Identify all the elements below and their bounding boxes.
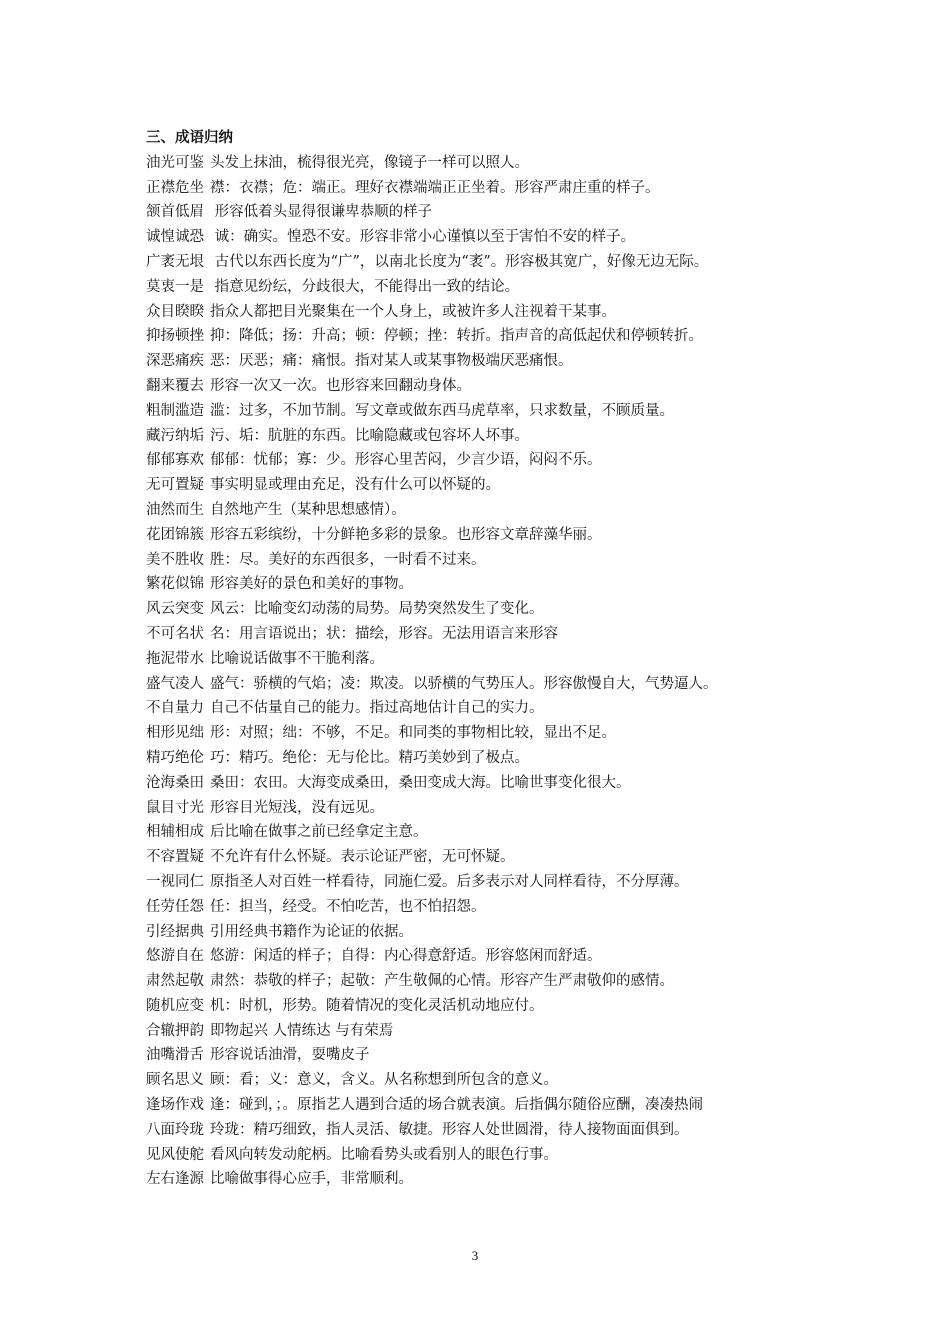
idiom-term: 盛气凌人 bbox=[146, 675, 204, 692]
idiom-entry bbox=[146, 225, 811, 250]
idiom-entry bbox=[146, 523, 811, 548]
idiom-term: 油光可鉴 bbox=[146, 154, 204, 171]
idiom-term: 拖泥带水 bbox=[146, 650, 204, 667]
idiom-definition: 逢：碰到，；。原指艺人遇到合适的场合就表演。后指偶尔随俗应酬，凑凑热闹 bbox=[210, 1097, 703, 1114]
idiom-entry bbox=[146, 796, 811, 821]
idiom-term: 花团锦簇 bbox=[146, 526, 204, 543]
idiom-entry bbox=[146, 696, 811, 721]
idiom-definition: 名：用言语说出；状：描绘，形容。无法用语言来形容 bbox=[210, 625, 558, 642]
idiom-entry bbox=[146, 1093, 811, 1118]
idiom-definition: 巧：精巧。绝伦：无与伦比。精巧美妙到了极点。 bbox=[210, 749, 529, 766]
idiom-term: 郁郁寡欢 bbox=[146, 452, 204, 469]
idiom-entry bbox=[146, 994, 811, 1019]
idiom-term: 沧海桑田 bbox=[146, 774, 204, 791]
idiom-term: 油然而生 bbox=[146, 501, 204, 518]
idiom-definition: 抑：降低；扬：升高；顿：停顿；挫：转折。指声音的高低起伏和停顿转折。 bbox=[210, 328, 703, 345]
idiom-entry bbox=[146, 746, 811, 771]
idiom-entry bbox=[146, 1167, 811, 1192]
idiom-entry bbox=[146, 473, 811, 498]
idiom-entry bbox=[146, 324, 811, 349]
idiom-term: 鼠目寸光 bbox=[146, 799, 204, 816]
idiom-entry bbox=[146, 622, 811, 647]
idiom-entry bbox=[146, 200, 811, 225]
idiom-term: 莫衷一是 bbox=[146, 278, 204, 295]
idiom-definition: 指众人都把目光聚集在一个人身上，或被许多人注视着干某事。 bbox=[210, 303, 616, 320]
idiom-definition: 郁郁：忧郁；寡：少。形容心里苦闷，少言少语，闷闷不乐。 bbox=[210, 452, 602, 469]
idiom-section bbox=[146, 126, 811, 1192]
idiom-definition: 即物起兴 人情练达 与有荣焉 bbox=[210, 1022, 394, 1039]
idiom-term: 翻来覆去 bbox=[146, 377, 204, 394]
idiom-entry bbox=[146, 969, 811, 994]
idiom-definition: 形：对照；绌：不够，不足。和同类的事物相比较，显出不足。 bbox=[210, 725, 616, 742]
idiom-definition: 指意见纷纭，分歧很大，不能得出一致的结论。 bbox=[210, 278, 520, 295]
idiom-entry bbox=[146, 672, 811, 697]
idiom-term: 一视同仁 bbox=[146, 873, 204, 890]
idiom-definition: 诚：确实。惶恐不安。形容非常小心谨慎以至于害怕不安的样子。 bbox=[210, 229, 636, 246]
idiom-definition: 后比喻在做事之前已经拿定主意。 bbox=[210, 824, 428, 841]
idiom-definition: 形容一次又一次。也形容来回翻动身体。 bbox=[210, 377, 471, 394]
idiom-entry bbox=[146, 250, 811, 275]
idiom-term: 正襟危坐 bbox=[146, 179, 204, 196]
idiom-definition: 形容美好的景色和美好的事物。 bbox=[210, 576, 413, 593]
idiom-entry bbox=[146, 771, 811, 796]
idiom-definition: 滥：过多，不加节制。写文章或做东西马虎草率，只求数量，不顾质量。 bbox=[210, 402, 674, 419]
idiom-entry bbox=[146, 151, 811, 176]
idiom-entry bbox=[146, 944, 811, 969]
idiom-term: 顾名思义 bbox=[146, 1072, 204, 1089]
idiom-entry bbox=[146, 647, 811, 672]
idiom-term: 八面玲珑 bbox=[146, 1121, 204, 1138]
idiom-entry bbox=[146, 721, 811, 746]
idiom-definition: 任：担当，经受。不怕吃苦，也不怕招怨。 bbox=[210, 898, 486, 915]
idiom-entry bbox=[146, 1068, 811, 1093]
idiom-definition: 肃然：恭敬的样子；起敬：产生敬佩的心情。形容产生严肃敬仰的感情。 bbox=[210, 973, 674, 990]
idiom-entry bbox=[146, 349, 811, 374]
idiom-term: 诚惶诚恐 bbox=[146, 229, 204, 246]
idiom-entry bbox=[146, 548, 811, 573]
idiom-term: 左右逢源 bbox=[146, 1171, 204, 1188]
idiom-definition: 古代以东西长度为“广”，以南北长度为“袤”。形容极其宽广，好像无边无际。 bbox=[210, 253, 709, 270]
idiom-entry bbox=[146, 1143, 811, 1168]
idiom-definition: 比喻说话做事不干脆利落。 bbox=[210, 650, 384, 667]
idiom-term: 粗制滥造 bbox=[146, 402, 204, 419]
idiom-term: 风云突变 bbox=[146, 601, 204, 618]
idiom-definition: 比喻做事得心应手，非常顺利。 bbox=[210, 1171, 413, 1188]
idiom-definition: 风云：比喻变幻动荡的局势。局势突然发生了变化。 bbox=[210, 601, 544, 618]
idiom-term: 广袤无垠 bbox=[146, 253, 204, 270]
idiom-term: 繁花似锦 bbox=[146, 576, 204, 593]
idiom-entry bbox=[146, 895, 811, 920]
idiom-entry bbox=[146, 448, 811, 473]
idiom-definition: 形容五彩缤纷，十分鲜艳多彩的景象。也形容文章辞藻华丽。 bbox=[210, 526, 602, 543]
idiom-definition: 胜：尽。美好的东西很多，一时看不过来。 bbox=[210, 551, 486, 568]
idiom-definition: 悠游：闲适的样子；自得：内心得意舒适。形容悠闲而舒适。 bbox=[210, 948, 602, 965]
idiom-term: 众目睽睽 bbox=[146, 303, 204, 320]
idiom-entry bbox=[146, 374, 811, 399]
section-title: 三、成语归纳 bbox=[146, 130, 233, 146]
idiom-term: 不可名状 bbox=[146, 625, 204, 642]
idiom-definition: 自己不估量自己的能力。指过高地估计自己的实力。 bbox=[210, 700, 544, 717]
idiom-entry bbox=[146, 424, 811, 449]
idiom-term: 引经据典 bbox=[146, 923, 204, 940]
idiom-term: 逢场作戏 bbox=[146, 1097, 204, 1114]
idiom-list bbox=[146, 151, 811, 1192]
idiom-entry bbox=[146, 1043, 811, 1068]
idiom-term: 美不胜收 bbox=[146, 551, 204, 568]
idiom-entry bbox=[146, 820, 811, 845]
idiom-definition: 自然地产生（某种思想感情）。 bbox=[210, 501, 406, 518]
idiom-term: 精巧绝伦 bbox=[146, 749, 204, 766]
idiom-definition: 形容目光短浅，没有远见。 bbox=[210, 799, 384, 816]
idiom-term: 藏污纳垢 bbox=[146, 427, 204, 444]
idiom-definition: 原指圣人对百姓一样看待，同施仁爱。后多表示对人同样看待，不分厚薄。 bbox=[210, 873, 689, 890]
idiom-entry bbox=[146, 845, 811, 870]
idiom-term: 深恶痛疾 bbox=[146, 353, 204, 370]
idiom-definition: 头发上抹油，梳得很光亮，像镜子一样可以照人。 bbox=[210, 154, 529, 171]
idiom-term: 任劳任怨 bbox=[146, 898, 204, 915]
idiom-definition: 机：时机，形势。随着情况的变化灵活机动地应付。 bbox=[210, 997, 544, 1014]
idiom-definition: 事实明显或理由充足，没有什么可以怀疑的。 bbox=[210, 477, 500, 494]
idiom-definition: 形容说话油滑，耍嘴皮子 bbox=[210, 1047, 370, 1064]
idiom-entry bbox=[146, 275, 811, 300]
idiom-term: 悠游自在 bbox=[146, 948, 204, 965]
idiom-definition: 形容低着头显得很谦卑恭顺的样子 bbox=[210, 204, 433, 221]
idiom-definition: 污、垢：肮脏的东西。比喻隐藏或包容坏人坏事。 bbox=[210, 427, 529, 444]
idiom-entry bbox=[146, 399, 811, 424]
idiom-entry bbox=[146, 300, 811, 325]
idiom-definition: 恶：厌恶；痛：痛恨。指对某人或某事物极端厌恶痛恨。 bbox=[210, 353, 573, 370]
page-number: 3 bbox=[471, 1248, 479, 1263]
idiom-term: 随机应变 bbox=[146, 997, 204, 1014]
idiom-term: 不自量力 bbox=[146, 700, 204, 717]
idiom-term: 相形见绌 bbox=[146, 725, 204, 742]
idiom-entry bbox=[146, 920, 811, 945]
idiom-definition: 玲珑：精巧细致，指人灵活、敏捷。形容人处世圆滑，待人接物面面俱到。 bbox=[210, 1121, 689, 1138]
idiom-term: 不容置疑 bbox=[146, 849, 204, 866]
idiom-entry bbox=[146, 176, 811, 201]
idiom-definition: 不允许有什么怀疑。表示论证严密，无可怀疑。 bbox=[210, 849, 515, 866]
idiom-definition: 看风向转发动舵柄。比喻看势头或看别人的眼色行事。 bbox=[210, 1146, 558, 1163]
idiom-entry bbox=[146, 498, 811, 523]
idiom-definition: 引用经典书籍作为论证的依据。 bbox=[210, 923, 413, 940]
idiom-entry bbox=[146, 1019, 811, 1044]
idiom-term: 油嘴滑舌 bbox=[146, 1047, 204, 1064]
idiom-term: 相辅相成 bbox=[146, 824, 204, 841]
idiom-entry bbox=[146, 1118, 811, 1143]
idiom-term: 颔首低眉 bbox=[146, 204, 204, 221]
idiom-definition: 顾：看；义：意义，含义。从名称想到所包含的意义。 bbox=[210, 1072, 558, 1089]
idiom-entry bbox=[146, 597, 811, 622]
idiom-definition: 盛气：骄横的气焰；凌：欺凌。以骄横的气势压人。形容傲慢自大，气势逼人。 bbox=[210, 675, 718, 692]
idiom-term: 肃然起敬 bbox=[146, 973, 204, 990]
idiom-term: 见风使舵 bbox=[146, 1146, 204, 1163]
idiom-entry bbox=[146, 870, 811, 895]
idiom-definition: 桑田：农田。大海变成桑田，桑田变成大海。比喻世事变化很大。 bbox=[210, 774, 631, 791]
idiom-term: 合辙押韵 bbox=[146, 1022, 204, 1039]
idiom-term: 抑扬顿挫 bbox=[146, 328, 204, 345]
idiom-definition: 襟：衣襟；危：端正。理好衣襟端端正正坐着。形容严肃庄重的样子。 bbox=[210, 179, 660, 196]
idiom-term: 无可置疑 bbox=[146, 477, 204, 494]
idiom-entry bbox=[146, 572, 811, 597]
